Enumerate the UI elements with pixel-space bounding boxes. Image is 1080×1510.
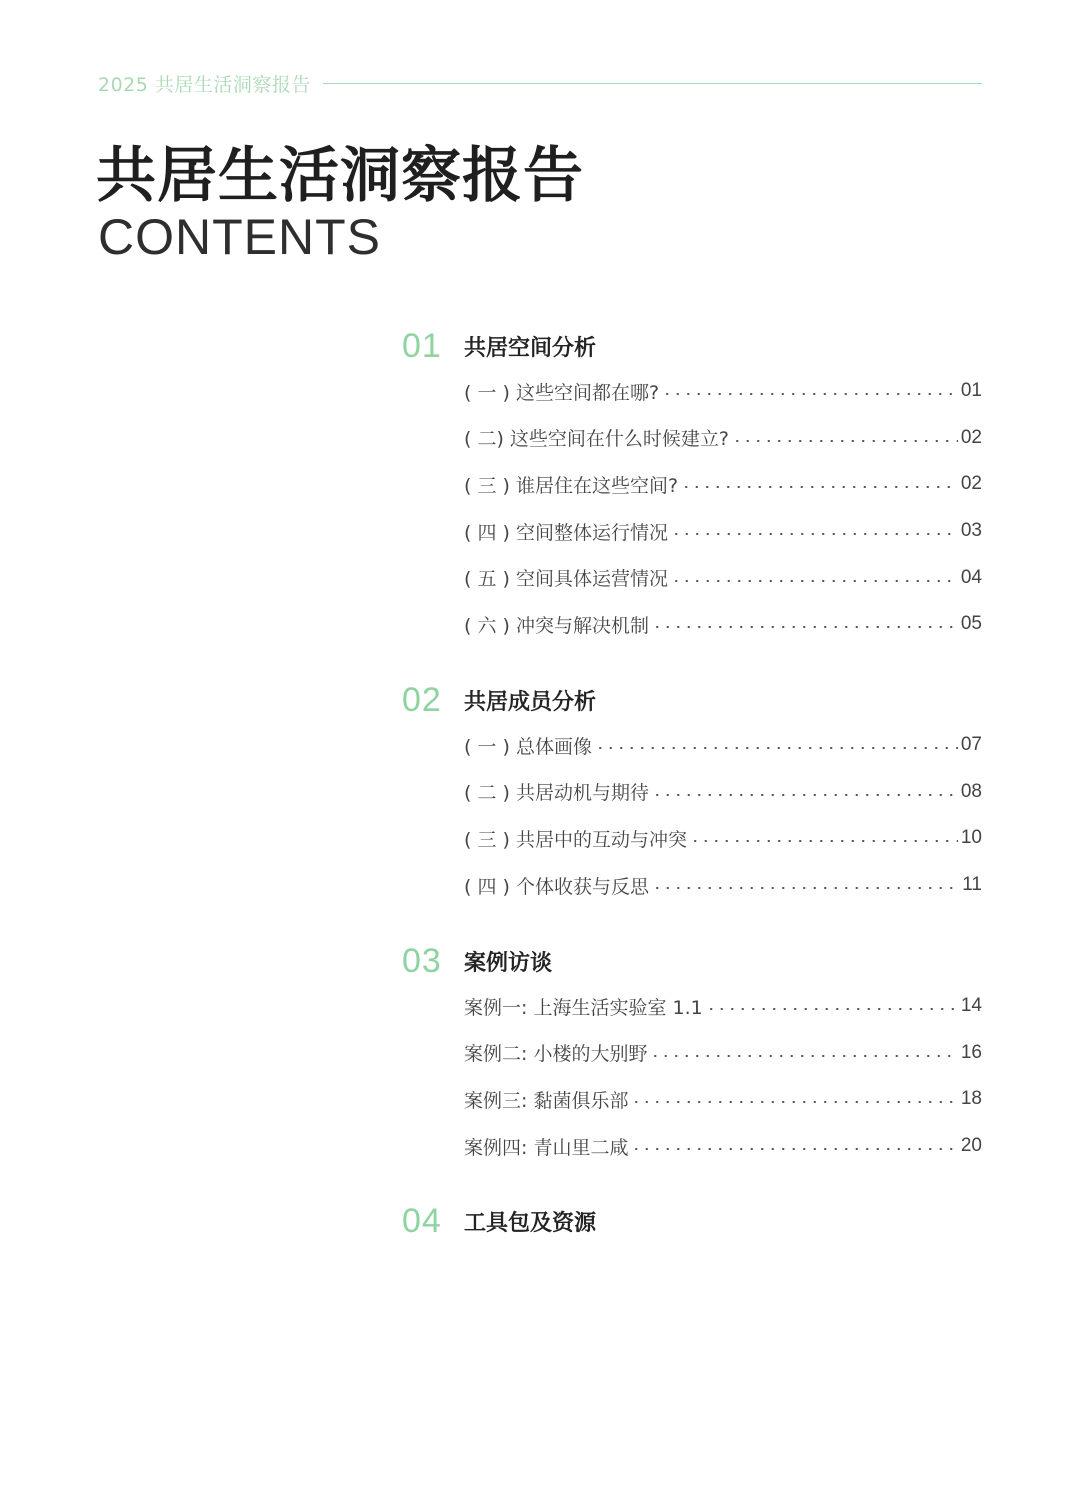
toc-entry-label: 案例一: 上海生活实验室 1.1 (464, 996, 703, 1019)
toc-section-01 (402, 326, 982, 648)
dot-leader (631, 1148, 957, 1150)
dot-leader (681, 486, 958, 488)
toc-entry-label: ( 三 ) 谁居住在这些空间? (464, 474, 679, 497)
toc-entry-page: 11 (962, 874, 982, 896)
toc-entry[interactable] (464, 1076, 982, 1123)
toc-entry-label: 案例四: 青山里二咸 (464, 1136, 629, 1159)
section-heading[interactable] (402, 680, 982, 720)
toc-entry-page: 20 (960, 1135, 982, 1157)
toc-entry[interactable] (464, 601, 982, 648)
toc-entry-page: 16 (960, 1041, 982, 1063)
toc-entry-page: 02 (960, 473, 982, 495)
toc-entry[interactable] (464, 815, 982, 862)
dot-leader (690, 840, 958, 842)
toc-entry[interactable] (464, 554, 982, 601)
toc-entry[interactable] (464, 983, 982, 1030)
section-number: 03 (402, 941, 442, 980)
dot-leader (662, 393, 958, 395)
dot-leader (652, 794, 958, 796)
toc-entry-page: 08 (960, 780, 982, 802)
section-number: 02 (402, 680, 442, 719)
dot-leader (671, 580, 958, 582)
toc-entry-label: ( 三 ) 共居中的互动与冲突 (464, 828, 687, 851)
toc-entry-label: ( 二) 这些空间在什么时候建立? (464, 428, 729, 451)
toc-entry[interactable] (464, 722, 982, 769)
section-number: 04 (402, 1201, 442, 1240)
toc-entry[interactable] (464, 1123, 982, 1170)
toc-entry-label: ( 一 ) 这些空间都在哪? (464, 381, 660, 404)
toc-entry-label: ( 一 ) 总体画像 (464, 735, 592, 758)
toc-entry[interactable] (464, 415, 982, 462)
section-title: 工具包及资源 (464, 1210, 597, 1236)
toc-entry-label: 案例三: 黏菌俱乐部 (464, 1089, 629, 1112)
toc-entry-page: 01 (960, 380, 982, 402)
toc-entry-label: ( 六 ) 冲突与解决机制 (464, 614, 649, 637)
toc-entry[interactable] (464, 508, 982, 555)
section-heading[interactable] (402, 941, 982, 981)
toc-entry-page: 02 (960, 426, 982, 448)
dot-leader (652, 887, 959, 889)
dot-leader (650, 1055, 957, 1057)
page-title: 共居生活洞察报告 (96, 141, 584, 211)
toc-entry-label: ( 二 ) 共居动机与期待 (464, 782, 649, 805)
dot-leader (652, 626, 958, 628)
section-title: 共居成员分析 (464, 689, 597, 715)
toc-entry-label: ( 五 ) 空间具体运营情况 (464, 568, 668, 591)
section-number: 01 (402, 326, 442, 365)
toc-entry-page: 07 (960, 734, 982, 756)
toc-section-02 (402, 680, 982, 908)
section-heading[interactable] (402, 326, 982, 366)
toc-entry-page: 04 (960, 566, 982, 588)
report-header (98, 70, 982, 97)
header-divider (323, 83, 982, 84)
toc-entry-label: ( 四 ) 空间整体运行情况 (464, 521, 668, 544)
toc-entry-page: 03 (960, 520, 982, 542)
toc-entry[interactable] (464, 461, 982, 508)
section-title: 案例访谈 (464, 950, 553, 976)
dot-leader (631, 1101, 957, 1103)
dot-leader (595, 747, 958, 749)
dot-leader (706, 1008, 958, 1010)
toc-entry[interactable] (464, 1030, 982, 1077)
toc-entry-label: ( 四 ) 个体收获与反思 (464, 875, 649, 898)
toc-entry-page: 05 (960, 613, 982, 635)
toc-entry[interactable] (464, 862, 982, 909)
dot-leader (671, 533, 958, 535)
section-entries (464, 983, 982, 1169)
section-entries (464, 722, 982, 908)
toc-section-04 (402, 1201, 982, 1241)
section-entries (464, 368, 982, 648)
dot-leader (732, 440, 958, 442)
toc-entry-page: 14 (960, 995, 982, 1017)
toc-entry[interactable] (464, 368, 982, 415)
toc-section-03 (402, 941, 982, 1169)
page-subtitle: CONTENTS (98, 209, 381, 265)
report-header-label: 2025 共居生活洞察报告 (98, 74, 311, 96)
section-heading[interactable] (402, 1201, 982, 1241)
toc-entry-label: 案例二: 小楼的大别野 (464, 1043, 648, 1066)
toc-entry-page: 10 (960, 827, 982, 849)
toc-entry[interactable] (464, 769, 982, 816)
toc-entry-page: 18 (960, 1088, 982, 1110)
section-title: 共居空间分析 (464, 335, 597, 361)
